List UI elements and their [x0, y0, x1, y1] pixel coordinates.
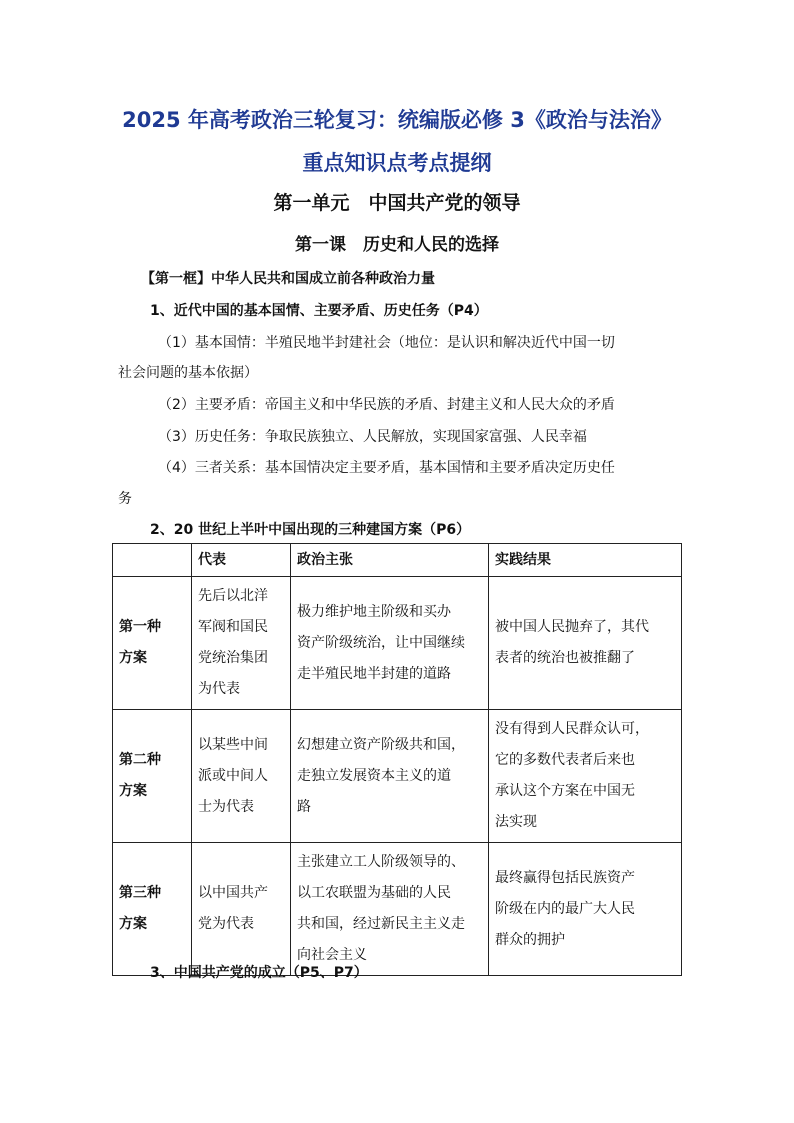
section-2-heading: 2、20 世纪上半叶中国出现的三种建国方案（P6） — [150, 522, 471, 538]
paragraph-2: （2）主要矛盾：帝国主义和中华民族的矛盾、封建主义和人民大众的矛盾 — [158, 397, 615, 413]
cell-line: 承认这个方案在中国无 — [495, 783, 635, 799]
cell-line: 以工农联盟为基础的人民 — [297, 885, 451, 901]
table-row — [113, 843, 682, 976]
result-cell — [489, 577, 682, 710]
result-cell — [489, 710, 682, 843]
scheme-name: 方案 — [119, 650, 147, 666]
cell-line: 向社会主义 — [297, 947, 367, 963]
document-title-line1: 2025 年高考政治三轮复习：统编版必修 3《政治与法治》 — [122, 108, 672, 132]
claim-cell — [291, 710, 489, 843]
claim-cell — [291, 843, 489, 976]
claim-cell — [291, 577, 489, 710]
scheme-name: 方案 — [119, 783, 147, 799]
rep-cell — [192, 710, 291, 843]
scheme-name: 第二种 — [119, 752, 161, 768]
founding-schemes-table — [112, 543, 682, 976]
frame-heading: 【第一框】中华人民共和国成立前各种政治力量 — [141, 271, 435, 287]
cell-line: 表者的统治也被推翻了 — [495, 650, 635, 666]
cell-line: 共和国，经过新民主主义走 — [297, 916, 465, 932]
cell-line: 被中国人民抛弃了，其代 — [495, 619, 649, 635]
result-cell — [489, 843, 682, 976]
paragraph-1-line1: （1）基本国情：半殖民地半封建社会（地位：是认识和解决近代中国一切 — [158, 335, 615, 351]
rep-cell — [192, 577, 291, 710]
table-row — [113, 577, 682, 710]
cell-line: 军阀和国民 — [198, 619, 268, 635]
cell-line: 走独立发展资本主义的道 — [297, 767, 451, 784]
cell-line: 以某些中间 — [198, 736, 268, 753]
cell-line: 党为代表 — [198, 916, 254, 932]
scheme-name-cell — [113, 577, 192, 710]
cell-line: 幻想建立资产阶级共和国， — [297, 736, 465, 753]
table-header-empty — [113, 544, 192, 577]
cell-line: 以中国共产 — [198, 885, 268, 901]
cell-line: 它的多数代表者后来也 — [495, 752, 635, 768]
cell-line: 走半殖民地半封建的道路 — [297, 665, 451, 682]
table-header-result: 实践结果 — [489, 544, 682, 577]
unit-heading: 第一单元 中国共产党的领导 — [273, 192, 521, 214]
lesson-heading: 第一课 历史和人民的选择 — [295, 235, 499, 255]
table-header-row — [113, 544, 682, 577]
cell-line: 路 — [297, 798, 311, 815]
scheme-name-cell — [113, 710, 192, 843]
scheme-name: 第一种 — [119, 619, 161, 635]
document-title-line2: 重点知识点考点提纲 — [302, 151, 492, 175]
scheme-name-cell — [113, 843, 192, 976]
table-header-rep: 代表 — [192, 544, 291, 577]
cell-line: 资产阶级统治，让中国继续 — [297, 634, 465, 651]
cell-line: 阶级在内的最广大人民 — [495, 900, 635, 917]
paragraph-3: （3）历史任务：争取民族独立、人民解放，实现国家富强、人民幸福 — [158, 429, 587, 445]
table-row — [113, 710, 682, 843]
cell-line: 派或中间人 — [198, 767, 268, 784]
paragraph-4-line1: （4）三者关系：基本国情决定主要矛盾，基本国情和主要矛盾决定历史任 — [158, 460, 615, 476]
cell-line: 主张建立工人阶级领导的、 — [297, 854, 465, 870]
cell-line: 为代表 — [198, 681, 240, 697]
section-1-heading: 1、近代中国的基本国情、主要矛盾、历史任务（P4） — [150, 303, 488, 319]
cell-line: 最终赢得包括民族资产 — [495, 869, 635, 886]
rep-cell — [192, 843, 291, 976]
cell-line: 先后以北洋 — [198, 588, 268, 604]
section-3-heading: 3、中国共产党的成立（P5、P7） — [150, 965, 368, 981]
scheme-name: 方案 — [119, 916, 147, 932]
cell-line: 群众的拥护 — [495, 931, 565, 948]
paragraph-4-line2: 务 — [118, 491, 132, 507]
cell-line: 党统治集团 — [198, 650, 268, 666]
cell-line: 士为代表 — [198, 798, 254, 815]
cell-line: 极力维护地主阶级和买办 — [297, 603, 451, 620]
cell-line: 法实现 — [495, 814, 537, 830]
table-header-claim: 政治主张 — [291, 544, 489, 577]
scheme-name: 第三种 — [119, 885, 161, 901]
cell-line: 没有得到人民群众认可， — [495, 721, 649, 737]
paragraph-1-line2: 社会问题的基本依据） — [118, 365, 258, 381]
